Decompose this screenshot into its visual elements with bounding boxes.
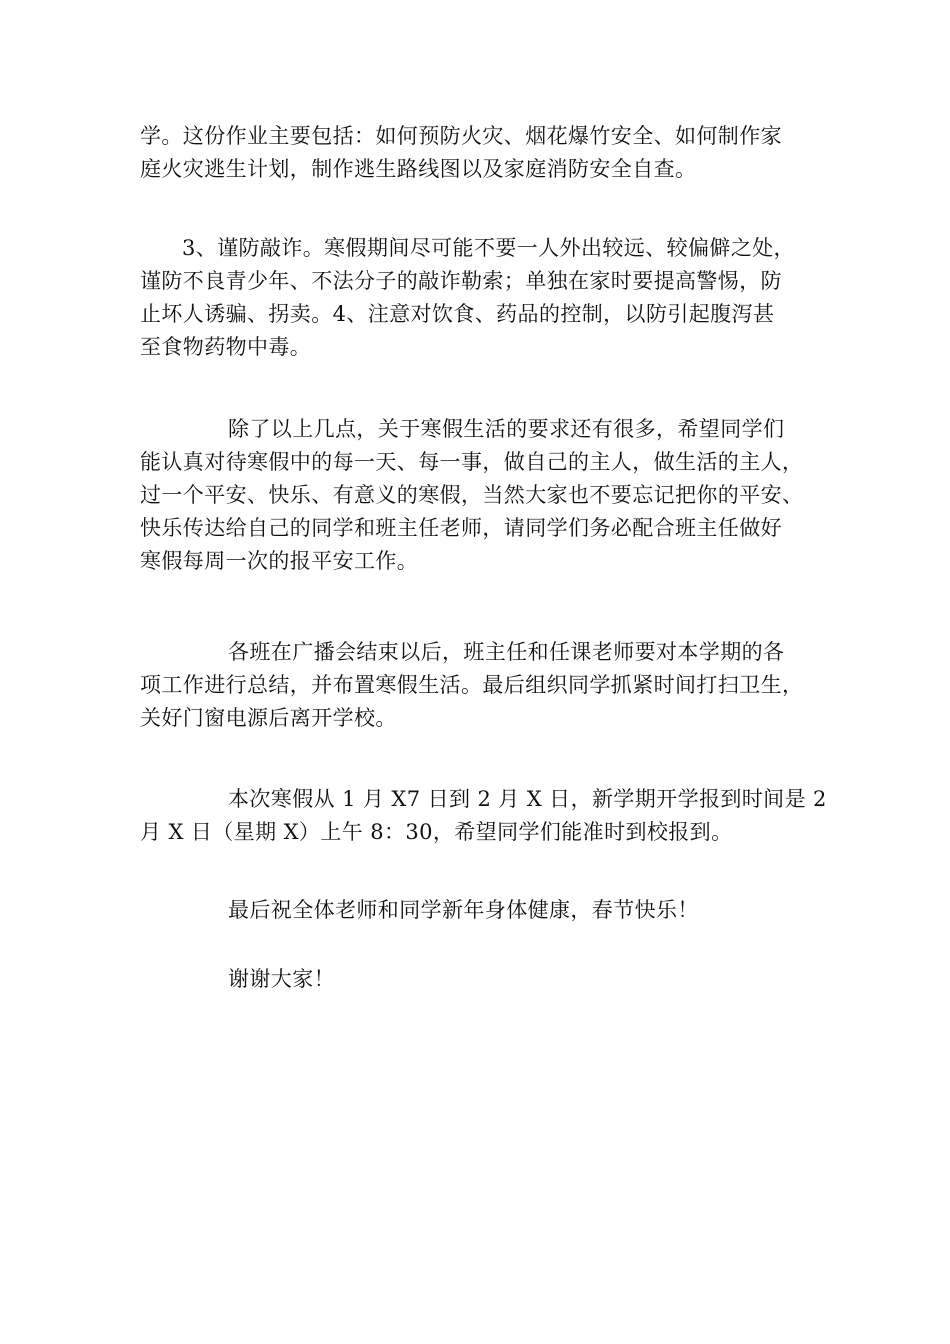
- paragraph-fire-safety-homework: [140, 120, 820, 186]
- paragraph-thanks: [140, 963, 820, 996]
- text-line: 关好门窗电源后离开学校。: [140, 706, 397, 730]
- text-line: 最后祝全体老师和同学新年身体健康，春节快乐！: [228, 898, 699, 922]
- paragraph-winter-life-requirements: [140, 413, 820, 578]
- text-line: 项工作进行总结，并布置寒假生活。最后组织同学抓紧时间打扫卫生，: [140, 673, 804, 697]
- paragraph-prevent-extortion: [140, 232, 820, 364]
- paragraph-vacation-dates: [140, 783, 827, 849]
- text-line: 学。这份作业主要包括：如何预防火灾、烟花爆竹安全、如何制作家: [140, 124, 782, 148]
- text-line: 快乐传达给自己的同学和班主任老师，请同学们务必配合班主任做好: [140, 516, 782, 540]
- text-line: 除了以上几点，关于寒假生活的要求还有很多，希望同学们: [228, 417, 785, 441]
- text-line: 止坏人诱骗、拐卖。4、注意对饮食、药品的控制，以防引起腹泻甚: [140, 302, 775, 326]
- text-line: 寒假每周一次的报平安工作。: [140, 549, 419, 573]
- text-line: 月 X 日（星期 X）上午 8：30，希望同学们能准时到校报到。: [140, 820, 733, 844]
- text-line: 至食物药物中毒。: [140, 335, 312, 359]
- text-line: 过一个平安、快乐、有意义的寒假，当然大家也不要忘记把你的平安、: [140, 483, 804, 507]
- text-line: 谨防不良青少年、不法分子的敲诈勒索；单独在家时要提高警惕，防: [140, 269, 782, 293]
- paragraph-new-year-wishes: [140, 894, 820, 927]
- paragraph-class-summary: [140, 636, 820, 735]
- text-line: 3、谨防敲诈。寒假期间尽可能不要一人外出较远、较偏僻之处，: [182, 236, 795, 260]
- text-line: 谢谢大家！: [228, 967, 335, 991]
- text-line: 能认真对待寒假中的每一天、每一事，做自己的主人，做生活的主人，: [140, 450, 804, 474]
- text-line: 本次寒假从 1 月 X7 日到 2 月 X 日，新学期开学报到时间是 2: [228, 787, 827, 811]
- text-line: 庭火灾逃生计划，制作逃生路线图以及家庭消防安全自查。: [140, 157, 697, 181]
- text-line: 各班在广播会结束以后，班主任和任课老师要对本学期的各: [228, 640, 785, 664]
